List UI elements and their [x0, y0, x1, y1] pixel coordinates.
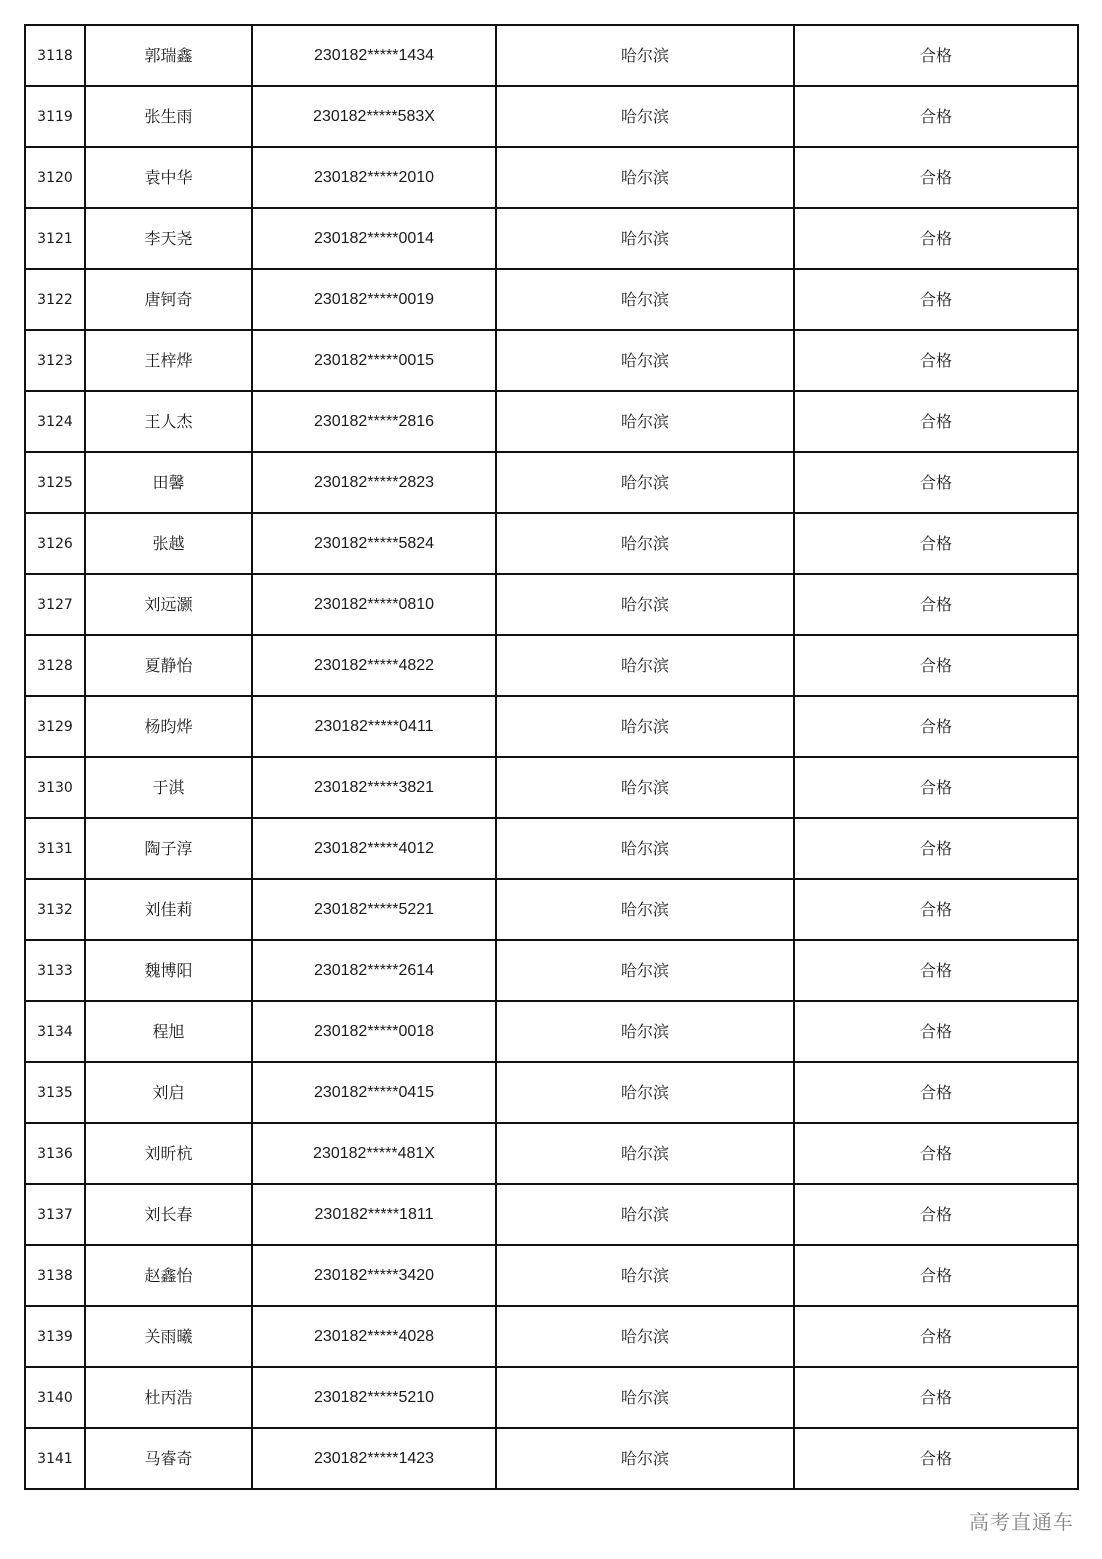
result-cell: 合格 [794, 513, 1078, 574]
table-row [25, 330, 1078, 391]
result-cell: 合格 [794, 1428, 1078, 1489]
table-row [25, 1062, 1078, 1123]
name-cell: 王人杰 [85, 391, 252, 452]
name-cell: 马睿奇 [85, 1428, 252, 1489]
id-number-cell: 230182*****2614 [252, 940, 496, 1001]
id-number-cell: 230182*****5221 [252, 879, 496, 940]
table-row [25, 147, 1078, 208]
region-cell: 哈尔滨 [496, 818, 794, 879]
region-cell: 哈尔滨 [496, 1123, 794, 1184]
region-cell: 哈尔滨 [496, 1428, 794, 1489]
seq-cell: 3124 [25, 391, 85, 452]
table-row [25, 1306, 1078, 1367]
id-number-cell: 230182*****2010 [252, 147, 496, 208]
id-number-cell: 230182*****0810 [252, 574, 496, 635]
seq-cell: 3127 [25, 574, 85, 635]
table-row [25, 269, 1078, 330]
region-cell: 哈尔滨 [496, 452, 794, 513]
id-number-cell: 230182*****0018 [252, 1001, 496, 1062]
id-number-cell: 230182*****4028 [252, 1306, 496, 1367]
name-cell: 程旭 [85, 1001, 252, 1062]
name-cell: 李天尧 [85, 208, 252, 269]
table-row [25, 391, 1078, 452]
name-cell: 张生雨 [85, 86, 252, 147]
table-row [25, 1184, 1078, 1245]
table-row [25, 513, 1078, 574]
seq-cell: 3121 [25, 208, 85, 269]
id-number-cell: 230182*****583X [252, 86, 496, 147]
name-cell: 杨昀烨 [85, 696, 252, 757]
result-cell: 合格 [794, 635, 1078, 696]
region-cell: 哈尔滨 [496, 879, 794, 940]
name-cell: 唐钶奇 [85, 269, 252, 330]
id-number-cell: 230182*****5824 [252, 513, 496, 574]
id-number-cell: 230182*****1423 [252, 1428, 496, 1489]
roster-table [24, 24, 1079, 1490]
id-number-cell: 230182*****3420 [252, 1245, 496, 1306]
watermark-text: 高考直通车 [969, 1510, 1074, 1534]
seq-cell: 3140 [25, 1367, 85, 1428]
result-cell: 合格 [794, 574, 1078, 635]
seq-cell: 3130 [25, 757, 85, 818]
id-number-cell: 230182*****4012 [252, 818, 496, 879]
region-cell: 哈尔滨 [496, 1367, 794, 1428]
region-cell: 哈尔滨 [496, 574, 794, 635]
name-cell: 郭瑞鑫 [85, 25, 252, 86]
seq-cell: 3136 [25, 1123, 85, 1184]
id-number-cell: 230182*****0415 [252, 1062, 496, 1123]
seq-cell: 3120 [25, 147, 85, 208]
region-cell: 哈尔滨 [496, 513, 794, 574]
id-number-cell: 230182*****0019 [252, 269, 496, 330]
region-cell: 哈尔滨 [496, 1062, 794, 1123]
seq-cell: 3129 [25, 696, 85, 757]
name-cell: 张越 [85, 513, 252, 574]
result-cell: 合格 [794, 1245, 1078, 1306]
result-cell: 合格 [794, 940, 1078, 1001]
id-number-cell: 230182*****5210 [252, 1367, 496, 1428]
id-number-cell: 230182*****2823 [252, 452, 496, 513]
name-cell: 魏博阳 [85, 940, 252, 1001]
id-number-cell: 230182*****2816 [252, 391, 496, 452]
result-cell: 合格 [794, 757, 1078, 818]
seq-cell: 3133 [25, 940, 85, 1001]
result-cell: 合格 [794, 25, 1078, 86]
id-number-cell: 230182*****0411 [252, 696, 496, 757]
region-cell: 哈尔滨 [496, 940, 794, 1001]
seq-cell: 3118 [25, 25, 85, 86]
seq-cell: 3128 [25, 635, 85, 696]
region-cell: 哈尔滨 [496, 757, 794, 818]
seq-cell: 3123 [25, 330, 85, 391]
result-cell: 合格 [794, 1184, 1078, 1245]
name-cell: 刘长春 [85, 1184, 252, 1245]
table-row [25, 574, 1078, 635]
result-cell: 合格 [794, 696, 1078, 757]
result-cell: 合格 [794, 452, 1078, 513]
name-cell: 袁中华 [85, 147, 252, 208]
id-number-cell: 230182*****1811 [252, 1184, 496, 1245]
table-row [25, 1123, 1078, 1184]
table-row [25, 635, 1078, 696]
seq-cell: 3138 [25, 1245, 85, 1306]
table-row [25, 1245, 1078, 1306]
name-cell: 王梓烨 [85, 330, 252, 391]
id-number-cell: 230182*****0014 [252, 208, 496, 269]
region-cell: 哈尔滨 [496, 391, 794, 452]
result-cell: 合格 [794, 208, 1078, 269]
result-cell: 合格 [794, 269, 1078, 330]
region-cell: 哈尔滨 [496, 147, 794, 208]
region-cell: 哈尔滨 [496, 635, 794, 696]
table-row [25, 940, 1078, 1001]
seq-cell: 3132 [25, 879, 85, 940]
id-number-cell: 230182*****3821 [252, 757, 496, 818]
id-number-cell: 230182*****481X [252, 1123, 496, 1184]
result-cell: 合格 [794, 1306, 1078, 1367]
result-cell: 合格 [794, 1123, 1078, 1184]
table-row [25, 86, 1078, 147]
seq-cell: 3119 [25, 86, 85, 147]
table-row [25, 879, 1078, 940]
region-cell: 哈尔滨 [496, 86, 794, 147]
seq-cell: 3126 [25, 513, 85, 574]
region-cell: 哈尔滨 [496, 1306, 794, 1367]
seq-cell: 3134 [25, 1001, 85, 1062]
name-cell: 杜丙浩 [85, 1367, 252, 1428]
result-cell: 合格 [794, 818, 1078, 879]
seq-cell: 3131 [25, 818, 85, 879]
name-cell: 刘佳莉 [85, 879, 252, 940]
seq-cell: 3137 [25, 1184, 85, 1245]
region-cell: 哈尔滨 [496, 1001, 794, 1062]
region-cell: 哈尔滨 [496, 1245, 794, 1306]
table-row [25, 1428, 1078, 1489]
name-cell: 田馨 [85, 452, 252, 513]
region-cell: 哈尔滨 [496, 330, 794, 391]
region-cell: 哈尔滨 [496, 1184, 794, 1245]
name-cell: 陶子淳 [85, 818, 252, 879]
region-cell: 哈尔滨 [496, 269, 794, 330]
result-cell: 合格 [794, 86, 1078, 147]
seq-cell: 3139 [25, 1306, 85, 1367]
name-cell: 刘启 [85, 1062, 252, 1123]
name-cell: 关雨曦 [85, 1306, 252, 1367]
result-cell: 合格 [794, 330, 1078, 391]
id-number-cell: 230182*****1434 [252, 25, 496, 86]
table-row [25, 818, 1078, 879]
table-row [25, 208, 1078, 269]
result-cell: 合格 [794, 1367, 1078, 1428]
name-cell: 于淇 [85, 757, 252, 818]
seq-cell: 3141 [25, 1428, 85, 1489]
name-cell: 刘昕杭 [85, 1123, 252, 1184]
result-cell: 合格 [794, 147, 1078, 208]
result-cell: 合格 [794, 391, 1078, 452]
result-cell: 合格 [794, 1001, 1078, 1062]
seq-cell: 3122 [25, 269, 85, 330]
roster-body [25, 25, 1078, 1489]
table-row [25, 452, 1078, 513]
table-row [25, 1367, 1078, 1428]
table-row [25, 757, 1078, 818]
result-cell: 合格 [794, 1062, 1078, 1123]
name-cell: 夏静怡 [85, 635, 252, 696]
id-number-cell: 230182*****4822 [252, 635, 496, 696]
name-cell: 赵鑫怡 [85, 1245, 252, 1306]
name-cell: 刘远灏 [85, 574, 252, 635]
seq-cell: 3125 [25, 452, 85, 513]
result-cell: 合格 [794, 879, 1078, 940]
region-cell: 哈尔滨 [496, 208, 794, 269]
seq-cell: 3135 [25, 1062, 85, 1123]
table-row [25, 1001, 1078, 1062]
table-row [25, 25, 1078, 86]
region-cell: 哈尔滨 [496, 696, 794, 757]
table-row [25, 696, 1078, 757]
region-cell: 哈尔滨 [496, 25, 794, 86]
id-number-cell: 230182*****0015 [252, 330, 496, 391]
